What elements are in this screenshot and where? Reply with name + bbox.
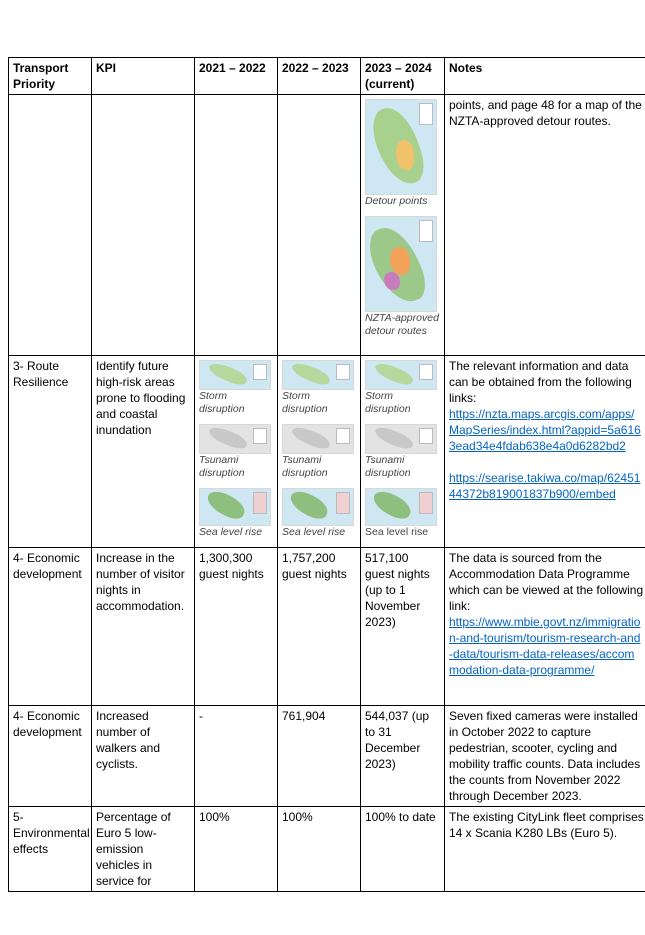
cell-kpi: Increased number of walkers and cyclists. — [92, 706, 195, 807]
sea-level-map-image — [365, 488, 437, 526]
table-row — [9, 807, 645, 892]
map-caption: Detour points — [365, 195, 428, 207]
cell-maps — [361, 95, 445, 356]
cell-kpi: Percentage of Euro 5 low-emission vehicles in service for — [92, 807, 195, 892]
notes-text: The relevant information and data can be obtained from the following links: — [449, 359, 632, 405]
cell-2022: 1,757,200 guest nights — [278, 548, 361, 706]
map-caption: Sea level rise — [282, 526, 346, 538]
cell-maps-2022 — [278, 356, 361, 548]
map-caption: Storm disruption — [282, 390, 328, 415]
table-row — [9, 706, 645, 807]
storm-map-image — [365, 360, 437, 390]
cell-empty — [278, 95, 361, 356]
cell-2021: 1,300,300 guest nights — [195, 548, 278, 706]
cell-kpi: Increase in the number of visitor nights in accommodation. — [92, 548, 195, 706]
cell-notes: Seven fixed cameras were installed in October 2022 to capture pedestrian, scooter, cycling and mobility traffic counts. Data includes the counts from November 2022 through December 2023. — [445, 706, 645, 807]
tsunami-map-image — [365, 424, 437, 454]
cell-priority: 4- Economic development — [9, 706, 92, 807]
header-2021-2022: 2021 – 2022 — [195, 58, 278, 95]
storm-map-image — [282, 360, 354, 390]
mbie-link[interactable]: https://www.mbie.govt.nz/immigration-and-tourism/tourism-research-and-data/tourism-data-releases/accommodation-data-programme/ — [449, 615, 641, 677]
cell-2023: 100% to date — [361, 807, 445, 892]
cell-notes: The existing CityLink fleet comprises 14 x Scania K280 LBs (Euro 5). — [445, 807, 645, 892]
cell-2021: 100% — [195, 807, 278, 892]
cell-maps-2021 — [195, 356, 278, 548]
notes-text: The data is sourced from the Accommodation Data Programme which can be viewed at the following link: — [449, 551, 644, 613]
table-header-row — [9, 58, 645, 95]
map-caption: Storm disruption — [199, 390, 245, 415]
cell-2022: 761,904 — [278, 706, 361, 807]
cell-notes: points, and page 48 for a map of the NZTA-approved detour routes. — [445, 95, 645, 356]
cell-priority: 4- Economic development — [9, 548, 92, 706]
tsunami-map-image — [282, 424, 354, 454]
nzta-map-link[interactable]: https://nzta.maps.arcgis.com/apps/MapSeries/index.html?appid=5a6163ead34e4fdab638e4a0d6282bd2 — [449, 407, 641, 453]
cell-kpi: Identify future high-risk areas prone to flooding and coastal inundation — [92, 356, 195, 548]
table-row — [9, 356, 645, 548]
header-kpi: KPI — [92, 58, 195, 95]
cell-priority: 5- Environmental effects — [9, 807, 92, 892]
header-transport-priority: Transport Priority — [9, 58, 92, 95]
detour-points-map-image — [365, 99, 437, 195]
sea-level-map-image — [282, 488, 354, 526]
header-notes: Notes — [445, 58, 645, 95]
map-caption: NZTA-approved detour routes — [365, 312, 439, 337]
kpi-table — [8, 57, 645, 892]
cell-notes — [445, 356, 645, 548]
header-2023-2024: 2023 – 2024 (current) — [361, 58, 445, 95]
cell-empty — [195, 95, 278, 356]
detour-routes-map-image — [365, 216, 437, 312]
map-caption: Storm disruption — [365, 390, 411, 415]
cell-notes — [445, 548, 645, 706]
cell-2023: 544,037 (up to 31 December 2023) — [361, 706, 445, 807]
tsunami-map-image — [199, 424, 271, 454]
cell-2022: 100% — [278, 807, 361, 892]
map-caption: Tsunami disruption — [365, 454, 411, 479]
cell-maps-2023 — [361, 356, 445, 548]
storm-map-image — [199, 360, 271, 390]
cell-2023: 517,100 guest nights (up to 1 November 2023) — [361, 548, 445, 706]
map-caption: Tsunami disruption — [282, 454, 328, 479]
cell-empty — [9, 95, 92, 356]
searise-map-link[interactable]: https://searise.takiwa.co/map/6245144372b819001837b900/embed — [449, 471, 641, 501]
map-caption: Sea level rise — [199, 526, 263, 538]
cell-priority: 3- Route Resilience — [9, 356, 92, 548]
cell-2021: - — [195, 706, 278, 807]
table-row — [9, 548, 645, 706]
table-row — [9, 95, 645, 356]
header-2022-2023: 2022 – 2023 — [278, 58, 361, 95]
map-caption: Sea level rise — [365, 526, 429, 538]
cell-empty — [92, 95, 195, 356]
map-caption: Tsunami disruption — [199, 454, 245, 479]
sea-level-map-image — [199, 488, 271, 526]
